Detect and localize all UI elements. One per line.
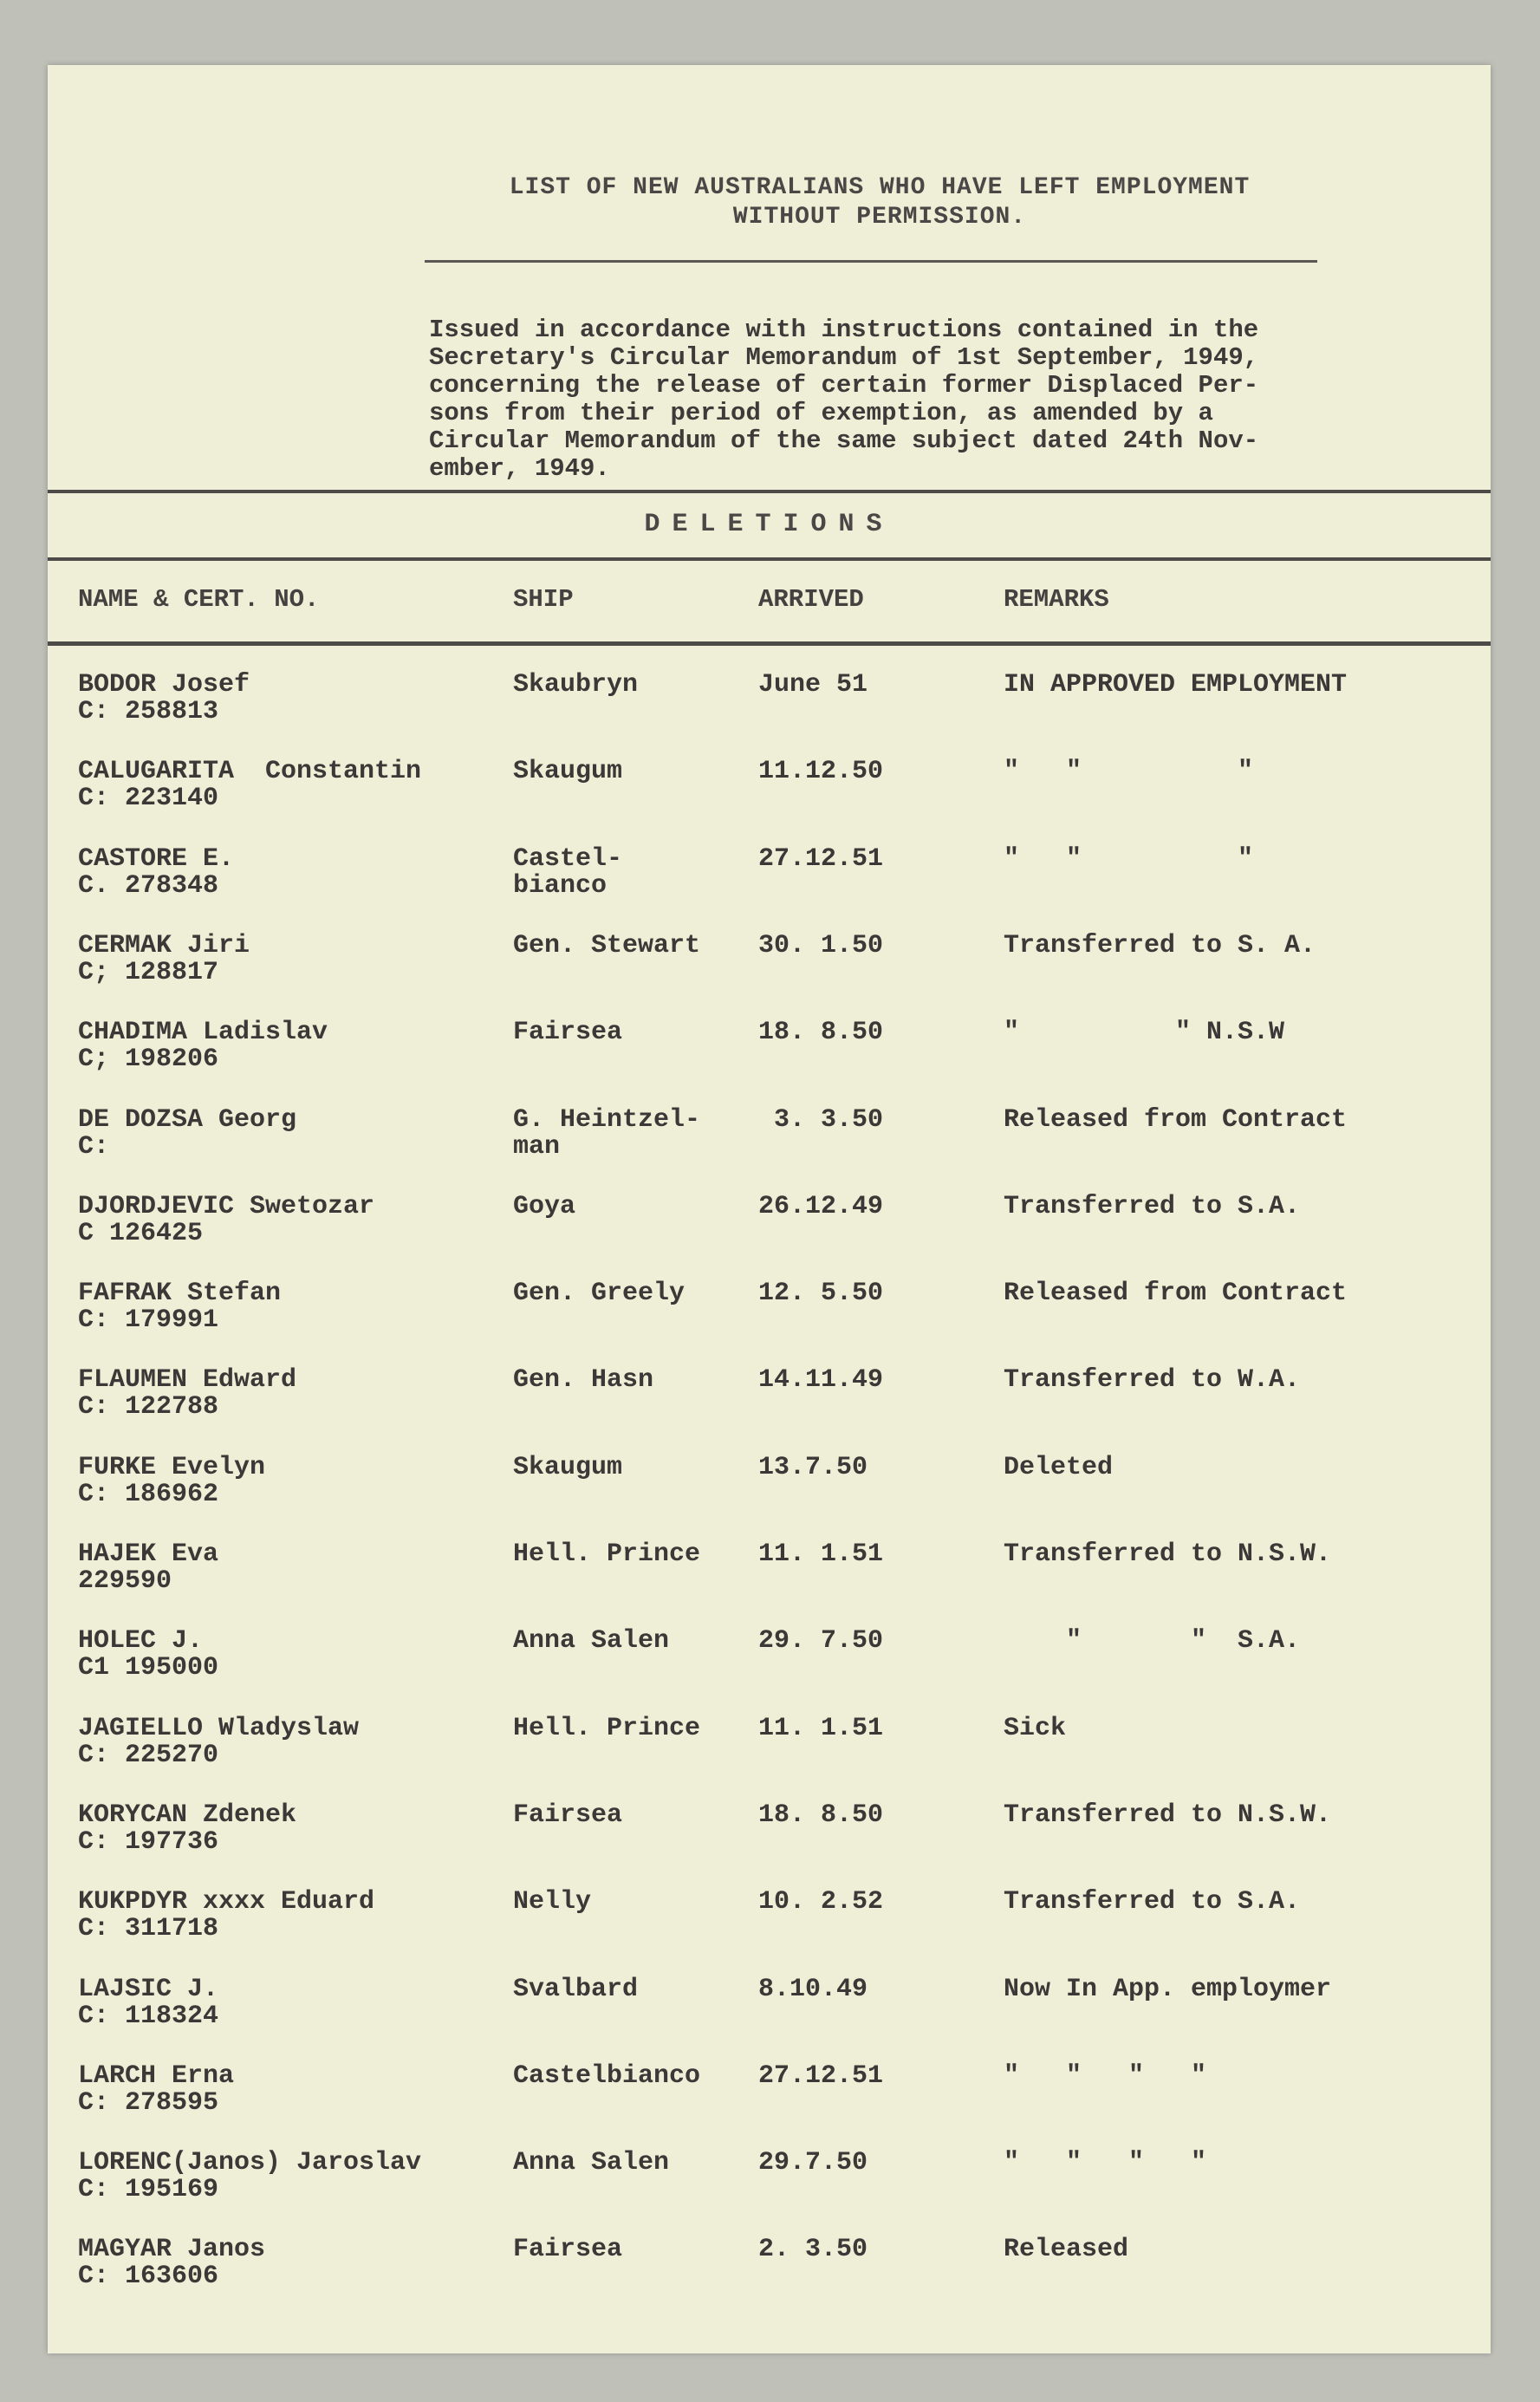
cell-ship: Gen. Greely	[513, 1279, 686, 1309]
cell-cert: C. 278348	[78, 870, 219, 901]
cell-ship: Fairsea	[513, 2235, 623, 2265]
table-row	[48, 1019, 1491, 1106]
cell-name: JAGIELLO Wladyslaw	[78, 1713, 360, 1743]
cell-arrived: 12. 5.50	[758, 1279, 884, 1309]
header-ship: SHIP	[513, 585, 574, 614]
cell-remarks: Transferred to N.S.W.	[1004, 1539, 1332, 1569]
table-row	[48, 758, 1491, 845]
header-remarks: REMARKS	[1004, 585, 1109, 614]
cell-ship: Castel- bianco	[513, 843, 623, 901]
cell-name: CERMAK Jiri	[78, 930, 250, 960]
intro-paragraph: Issued in accordance with instructions contained in the Secretary's Circular Memorandum of 1st September, 1949, concerning the release of certain former Displaced Per- sons from their period of exemption, as amended by a Circular Memorandum of the same subject dated 24th Nov- ember, 1949.	[429, 316, 1259, 483]
cell-name: FAFRAK Stefan	[78, 1279, 282, 1309]
cell-name: KORYCAN Zdenek	[78, 1800, 297, 1830]
cell-ship: Skaubryn	[513, 670, 639, 700]
cell-cert: C1 195000	[78, 1653, 219, 1683]
cell-cert: C: 258813	[78, 697, 219, 726]
cell-ship: Skaugum	[513, 1452, 623, 1482]
cell-name: CASTORE E.	[78, 843, 235, 874]
document-title	[420, 173, 1339, 232]
cell-arrived: 14.11.49	[758, 1365, 884, 1396]
cell-name: LAJSIC J.	[78, 1974, 219, 2004]
cell-remarks: " " " "	[1004, 2060, 1207, 2091]
cell-arrived: 10. 2.52	[758, 1887, 884, 1917]
cell-name: CALUGARITA Constantin	[78, 757, 422, 787]
cell-remarks: Transferred to S. A.	[1004, 930, 1316, 960]
divider-header	[48, 641, 1491, 646]
table-row	[48, 1280, 1491, 1367]
cell-remarks: " " "	[1004, 757, 1254, 787]
cell-remarks: Transferred to S.A.	[1004, 1887, 1301, 1917]
cell-cert: C: 122788	[78, 1392, 219, 1422]
cell-ship: Anna Salen	[513, 2148, 670, 2178]
cell-remarks: " " " "	[1004, 2148, 1207, 2178]
table-row	[48, 1976, 1491, 2063]
cell-cert: C: 223140	[78, 784, 219, 814]
cell-arrived: 30. 1.50	[758, 930, 884, 960]
cell-remarks: Transferred to S.A.	[1004, 1191, 1301, 1221]
cell-cert: C: 186962	[78, 1479, 219, 1509]
divider-section	[48, 557, 1491, 561]
cell-arrived: 11.12.50	[758, 757, 884, 787]
cell-ship: G. Heintzel- man	[513, 1104, 701, 1162]
cell-arrived: 11. 1.51	[758, 1539, 884, 1569]
cell-remarks: Deleted	[1004, 1452, 1114, 1482]
cell-ship: Nelly	[513, 1887, 592, 1917]
cell-ship: Skaugum	[513, 757, 623, 787]
cell-remarks: Transferred to W.A.	[1004, 1365, 1301, 1396]
cell-arrived: 2. 3.50	[758, 2235, 868, 2265]
cell-name: LARCH Erna	[78, 2060, 235, 2091]
cell-name: HAJEK Eva	[78, 1539, 219, 1569]
section-heading: DELETIONS	[644, 510, 894, 539]
cell-ship: Fairsea	[513, 1800, 623, 1830]
cell-cert: C 126425	[78, 1218, 204, 1248]
cell-ship: Goya	[513, 1191, 576, 1221]
cell-arrived: 13.7.50	[758, 1452, 868, 1482]
cell-name: CHADIMA Ladislav	[78, 1018, 328, 1048]
cell-remarks: IN APPROVED EMPLOYMENT	[1004, 670, 1348, 700]
cell-arrived: 29. 7.50	[758, 1626, 884, 1657]
document-page	[48, 65, 1491, 2353]
cell-cert: C; 128817	[78, 957, 219, 987]
table-row	[48, 672, 1491, 758]
cell-ship: Hell. Prince	[513, 1539, 701, 1569]
cell-remarks: Transferred to N.S.W.	[1004, 1800, 1332, 1830]
cell-arrived: 29.7.50	[758, 2148, 868, 2178]
cell-arrived: 11. 1.51	[758, 1713, 884, 1743]
table-row	[48, 1541, 1491, 1628]
cell-arrived: 27.12.51	[758, 843, 884, 874]
table-row	[48, 1367, 1491, 1454]
divider-top	[48, 490, 1491, 493]
cell-arrived: 8.10.49	[758, 1974, 868, 2004]
cell-name: LORENC(Janos) Jaroslav	[78, 2148, 422, 2178]
cell-cert: C: 179991	[78, 1305, 219, 1336]
cell-name: FURKE Evelyn	[78, 1452, 266, 1482]
table-row	[48, 1452, 1491, 1541]
cell-name: BODOR Josef	[78, 670, 250, 700]
table-row	[48, 1802, 1491, 1889]
table-row	[48, 930, 1491, 1019]
cell-ship: Svalbard	[513, 1974, 639, 2004]
cell-ship: Anna Salen	[513, 1626, 670, 1657]
cell-remarks: Released from Contract	[1004, 1104, 1348, 1135]
cell-remarks: Now In App. employmer	[1004, 1974, 1332, 2004]
cell-remarks: " " S.A.	[1004, 1626, 1301, 1657]
cell-name: DJORDJEVIC Swetozar	[78, 1191, 375, 1221]
table-row	[48, 843, 1491, 933]
cell-ship: Fairsea	[513, 1018, 623, 1048]
title-underline	[425, 260, 1317, 263]
cell-arrived: 18. 8.50	[758, 1018, 884, 1048]
header-arrived: ARRIVED	[758, 585, 864, 614]
cell-arrived: 26.12.49	[758, 1191, 884, 1221]
table-row	[48, 2236, 1491, 2323]
cell-name: FLAUMEN Edward	[78, 1365, 297, 1396]
cell-cert: C: 311718	[78, 1914, 219, 1944]
cell-cert: C: 118324	[78, 2001, 219, 2031]
table-row	[48, 1889, 1491, 1976]
cell-name: HOLEC J.	[78, 1626, 204, 1657]
cell-name: DE DOZSA Georg	[78, 1104, 297, 1135]
title-line-1: LIST OF NEW AUSTRALIANS WHO HAVE LEFT EMPLOYMENT	[509, 174, 1251, 201]
cell-remarks: Sick	[1004, 1713, 1067, 1743]
cell-name: MAGYAR Janos	[78, 2235, 266, 2265]
table-row	[48, 1628, 1491, 1715]
cell-name: KUKPDYR xxxx Eduard	[78, 1887, 375, 1917]
table-row	[48, 2060, 1491, 2150]
cell-cert: C: 197736	[78, 1826, 219, 1857]
table-row	[48, 1104, 1491, 1194]
cell-ship: Gen. Stewart	[513, 930, 701, 960]
title-line-2: WITHOUT PERMISSION.	[732, 204, 1027, 231]
cell-arrived: June 51	[758, 670, 868, 700]
cell-remarks: Released	[1004, 2235, 1129, 2265]
cell-cert: C; 198206	[78, 1045, 219, 1075]
cell-cert: C: 195169	[78, 2175, 219, 2205]
cell-ship: Gen. Hasn	[513, 1365, 654, 1396]
cell-ship: Castelbianco	[513, 2060, 701, 2091]
table-row	[48, 2150, 1491, 2236]
cell-cert: C:	[78, 1131, 110, 1162]
table-row	[48, 1191, 1491, 1280]
cell-arrived: 27.12.51	[758, 2060, 884, 2091]
cell-arrived: 18. 8.50	[758, 1800, 884, 1830]
cell-cert: C: 278595	[78, 2087, 219, 2118]
cell-cert: 229590	[78, 1566, 172, 1596]
table-row	[48, 1715, 1491, 1802]
cell-cert: C: 163606	[78, 2262, 219, 2292]
cell-cert: C: 225270	[78, 1740, 219, 1770]
cell-ship: Hell. Prince	[513, 1713, 701, 1743]
cell-arrived: 3. 3.50	[758, 1104, 884, 1135]
cell-remarks: " " N.S.W	[1004, 1018, 1285, 1048]
header-name: NAME & CERT. NO.	[78, 585, 320, 614]
cell-remarks: Released from Contract	[1004, 1279, 1348, 1309]
cell-remarks: " " "	[1004, 843, 1254, 874]
